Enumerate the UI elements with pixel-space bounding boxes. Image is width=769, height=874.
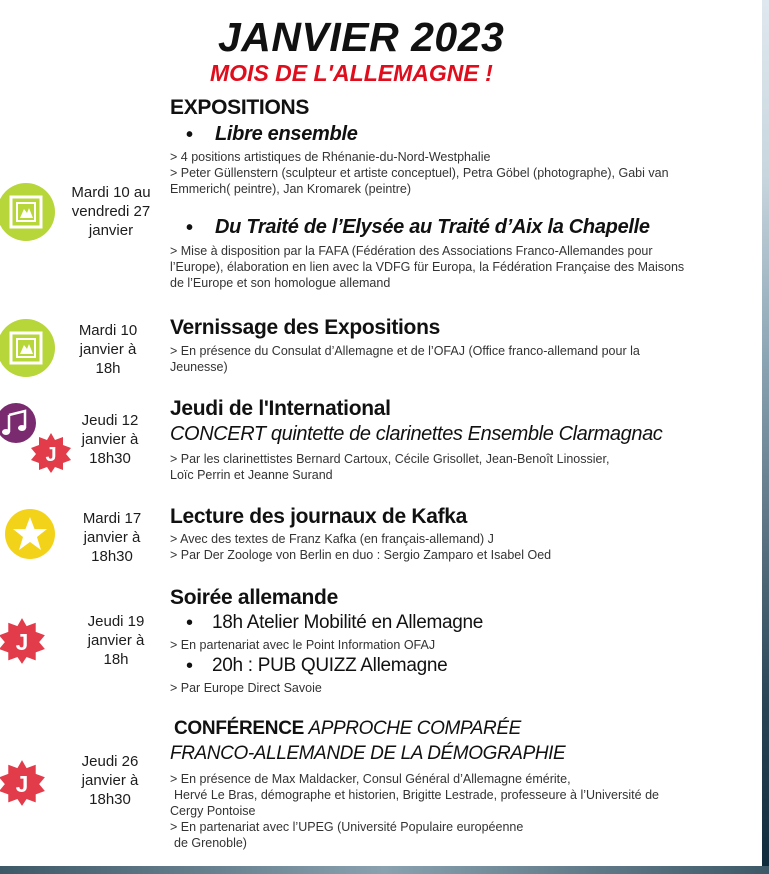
bullet-dot: • bbox=[186, 217, 194, 239]
soiree-item-1-line: > En partenariat avec le Point Information OFAJ bbox=[170, 638, 436, 652]
background-photo-edge bbox=[760, 0, 769, 874]
conference-line-4: > En partenariat avec l’UPEG (Université Populaire européenne bbox=[170, 820, 524, 834]
page-subtitle: MOIS DE L'ALLEMAGNE ! bbox=[210, 60, 493, 86]
date-line: janvier bbox=[88, 222, 134, 239]
exposition-2-line-2: l’Europe), élaboration en lien avec la VDFG für Europa, la Fédération Française des Maisons bbox=[170, 260, 685, 274]
j-badge-icon bbox=[30, 432, 72, 474]
date-line: Mardi 10 bbox=[78, 322, 138, 339]
expositions-heading: EXPOSITIONS bbox=[170, 96, 310, 119]
exposition-2-title: Du Traité de l’Elysée au Traité d’Aix la Chapelle bbox=[215, 216, 650, 238]
badge-letter: J bbox=[15, 629, 29, 656]
soiree-heading: Soirée allemande bbox=[170, 586, 338, 609]
kafka-heading: Lecture des journaux de Kafka bbox=[170, 505, 468, 528]
conference-line-3: Cergy Pontoise bbox=[170, 804, 256, 818]
conference-line-1: > En présence de Max Maldacker, Consul Général d’Allemagne émérite, bbox=[170, 772, 571, 786]
bullet-dot: • bbox=[186, 124, 194, 146]
international-line-1: > Par les clarinettistes Bernard Cartoux, Cécile Grisollet, Jean-Benoît Linossier, bbox=[170, 452, 610, 466]
international-line-2: Loïc Perrin et Jeanne Surand bbox=[170, 468, 333, 482]
conference-date bbox=[62, 752, 158, 809]
date-line: 18h30 bbox=[89, 450, 131, 467]
vernissage-date bbox=[60, 321, 156, 378]
date-line: janvier à bbox=[79, 341, 137, 358]
exposition-1-title: Libre ensemble bbox=[215, 123, 358, 145]
exposition-2-line-1: > Mise à disposition par la FAFA (Fédération des Associations Franco-Allemandes pour bbox=[170, 244, 653, 258]
date-line: Mardi 17 bbox=[82, 510, 142, 527]
soiree-date bbox=[68, 612, 164, 669]
badge-letter: J bbox=[45, 444, 57, 466]
international-subheading: CONCERT quintette de clarinettes Ensemble Clarmagnac bbox=[170, 423, 663, 445]
soiree-item-1-title: 18h Atelier Mobilité en Allemagne bbox=[212, 612, 484, 633]
conference-heading-line-2: FRANCO-ALLEMANDE DE LA DÉMOGRAPHIE bbox=[170, 743, 566, 764]
conference-line-5: de Grenoble) bbox=[174, 836, 247, 850]
kafka-line-1: > Avec des textes de Franz Kafka (en français-allemand) J bbox=[170, 532, 494, 546]
vernissage-line-1: > En présence du Consulat d’Allemagne et de l’OFAJ (Office franco-allemand pour la bbox=[170, 344, 640, 358]
conference-line-2: Hervé Le Bras, démographe et historien, Brigitte Lestrade, professeure à l’Université de bbox=[174, 788, 659, 802]
bullet-dot: • bbox=[186, 655, 194, 677]
vernissage-heading: Vernissage des Expositions bbox=[170, 316, 440, 339]
vernissage-line-2: Jeunesse) bbox=[170, 360, 228, 374]
picture-frame-icon bbox=[0, 182, 58, 242]
date-line: janvier à bbox=[81, 772, 139, 789]
soiree-item-2-line: > Par Europe Direct Savoie bbox=[170, 681, 322, 695]
expositions-date bbox=[58, 183, 164, 240]
star-icon bbox=[4, 508, 56, 560]
international-heading: Jeudi de l'International bbox=[170, 397, 391, 420]
date-line: janvier à bbox=[83, 529, 141, 546]
soiree-item-2-title: 20h : PUB QUIZZ Allemagne bbox=[212, 655, 448, 676]
date-line: 18h bbox=[103, 651, 129, 668]
date-line: 18h bbox=[95, 360, 121, 377]
j-badge-icon bbox=[0, 617, 46, 665]
page-title: JANVIER 2023 bbox=[218, 14, 505, 60]
conference-heading-italic: APPROCHE COMPARÉE bbox=[308, 718, 521, 739]
date-line: janvier à bbox=[87, 632, 145, 649]
date-line: Mardi 10 au bbox=[71, 184, 151, 201]
international-date bbox=[62, 411, 158, 468]
background-photo-bottom bbox=[0, 866, 769, 874]
exposition-1-line-1: > 4 positions artistiques de Rhénanie-du-Nord-Westphalie bbox=[170, 150, 491, 164]
date-line: vendredi 27 bbox=[71, 203, 151, 220]
conference-heading-bold: CONFÉRENCE bbox=[174, 718, 305, 739]
kafka-line-2: > Par Der Zoologe von Berlin en duo : Sergio Zamparo et Isabel Oed bbox=[170, 548, 552, 562]
bullet-dot: • bbox=[186, 612, 194, 634]
j-badge-icon bbox=[0, 759, 46, 807]
date-line: janvier à bbox=[81, 431, 139, 448]
date-line: Jeudi 19 bbox=[87, 613, 145, 630]
date-line: Jeudi 26 bbox=[81, 753, 139, 770]
date-line: Jeudi 12 bbox=[81, 412, 139, 429]
exposition-1-line-3: Emmerich( peintre), Jan Kromarek (peintre) bbox=[170, 182, 412, 196]
exposition-2-line-3: de l’Europe et son homologue allemand bbox=[170, 276, 391, 290]
badge-letter: J bbox=[15, 771, 29, 798]
date-line: 18h30 bbox=[89, 791, 131, 808]
kafka-date bbox=[64, 509, 160, 566]
date-line: 18h30 bbox=[91, 548, 133, 565]
conference-heading bbox=[174, 718, 521, 740]
picture-frame-icon bbox=[0, 318, 58, 378]
exposition-1-line-2: > Peter Güllenstern (sculpteur et artiste conceptuel), Petra Göbel (photographe), Gabi van bbox=[170, 166, 669, 180]
